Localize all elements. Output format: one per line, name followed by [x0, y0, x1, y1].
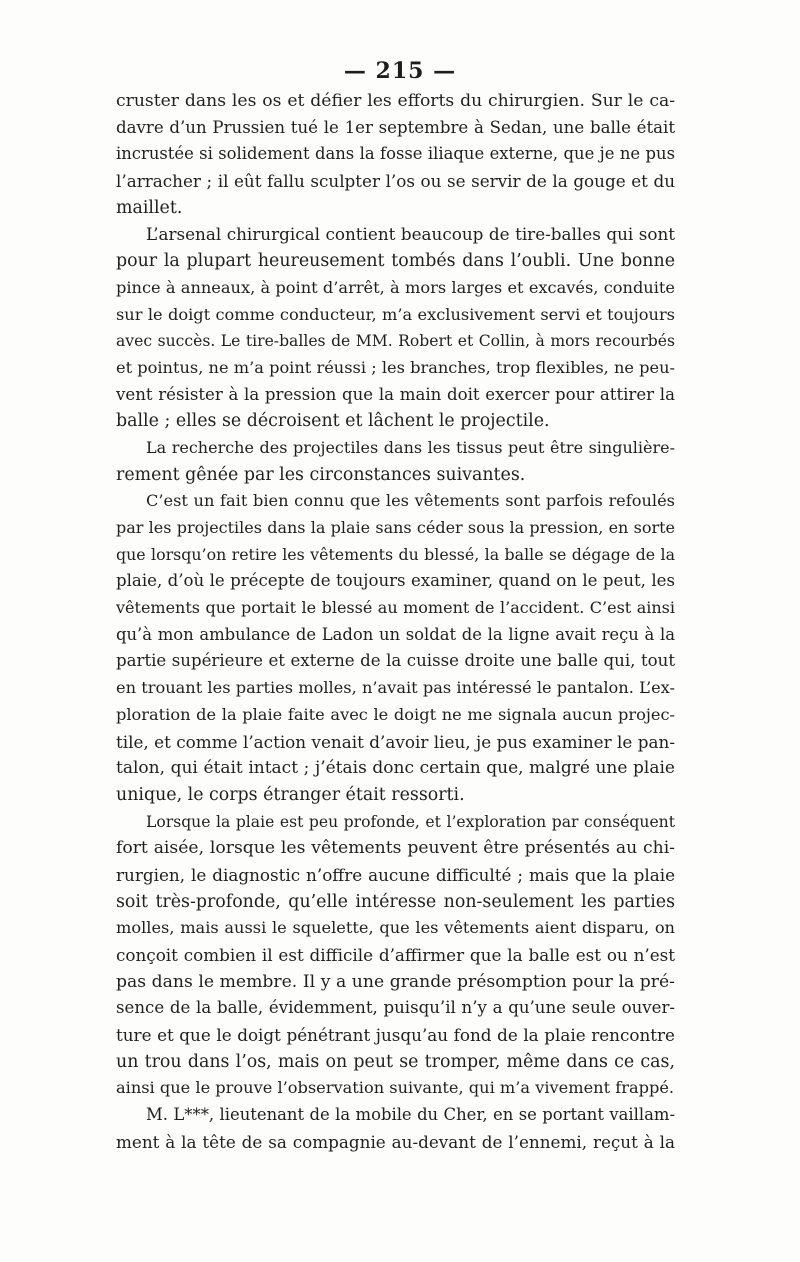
body-text	[116, 88, 675, 1156]
text-line: molles, mais aussi le squelette, que les vêtements aient disparu, on	[116, 918, 675, 938]
text-line: soit très-profonde, qu’elle intéresse non-seulement les parties	[116, 891, 675, 912]
text-line: ainsi que le prouve l’observation suivante, qui m’a vivement frappé.	[116, 1078, 675, 1098]
text-line: L’arsenal chirurgical contient beaucoup de tire-balles qui sont	[146, 224, 675, 245]
text-line: Lorsque la plaie est peu profonde, et l’exploration par conséquent	[146, 812, 675, 831]
text-line: en trouant les parties molles, n’avait pas intéressé le pantalon. L’ex-	[116, 678, 675, 698]
text-line: vêtements que portait le blessé au moment de l’accident. C’est ainsi	[116, 598, 675, 618]
text-line: pour la plupart heureusement tombés dans l’oubli. Une bonne	[116, 251, 675, 272]
text-line: unique, le corps étranger était ressorti.	[116, 784, 465, 805]
text-line: que lorsqu’on retire les vêtements du blessé, la balle se dégage de la	[116, 544, 675, 564]
page-number: — 215 —	[343, 58, 457, 84]
text-line: conçoit combien il est difficile d’affirmer que la balle est ou n’est	[116, 945, 675, 965]
text-line: avec succès. Le tire-balles de MM. Robert et Collin, à mors recourbés	[116, 332, 675, 351]
text-line: incrustée si solidement dans la fosse iliaque externe, que je ne pus	[116, 144, 675, 164]
text-line: maillet.	[116, 197, 183, 218]
text-line: ture et que le doigt pénétrant jusqu’au fond de la plaie rencontre	[116, 1025, 675, 1046]
text-line: un trou dans l’os, mais on peut se tromper, même dans ce cas,	[116, 1051, 675, 1072]
text-line: cruster dans les os et défier les efforts du chirurgien. Sur le ca-	[116, 91, 675, 111]
text-line: ploration de la plaie faite avec le doigt ne me signala aucun projec-	[116, 704, 675, 724]
text-line: La recherche des projectiles dans les tissus peut être singulière-	[146, 437, 675, 457]
text-line: balle ; elles se décroisent et lâchent le projectile.	[116, 411, 550, 432]
text-line: pince à anneaux, à point d’arrêt, à mors larges et excavés, conduite	[116, 277, 675, 297]
text-line: M. L***, lieutenant de la mobile du Cher, en se portant vaillam-	[146, 1105, 675, 1125]
text-line: ment à la tête de sa compagnie au-devant de l’ennemi, reçut à la	[116, 1131, 675, 1152]
text-line: davre d’un Prussien tué le 1er septembre à Sedan, une balle était	[116, 117, 675, 137]
text-line: vent résister à la pression que la main doit exercer pour attirer la	[116, 384, 675, 404]
text-line: pas dans le membre. Il y a une grande présomption pour la pré-	[116, 971, 675, 992]
text-line: qu’à mon ambulance de Ladon un soldat de la ligne avait reçu à la	[116, 624, 675, 644]
text-line: sur le doigt comme conducteur, m’a exclusivement servi et toujours	[116, 304, 675, 324]
text-line: sence de la balle, évidemment, puisqu’il n’y a qu’une seule ouver-	[116, 998, 675, 1018]
text-line: plaie, d’où le précepte de toujours examiner, quand on le peut, les	[116, 571, 675, 591]
text-line: par les projectiles dans la plaie sans céder sous la pression, en sorte	[116, 518, 675, 537]
text-line: rurgien, le diagnostic n’offre aucune difficulté ; mais que la plaie	[116, 864, 675, 885]
text-line: talon, qui était intact ; j’étais donc certain que, malgré une plaie	[116, 758, 675, 779]
text-line: partie supérieure et externe de la cuisse droite une balle qui, tout	[116, 651, 675, 671]
text-line: rement gênée par les circonstances suivantes.	[116, 464, 526, 485]
text-line: C’est un fait bien connu que les vêtements sont parfois refoulés	[146, 491, 675, 511]
text-line: et pointus, ne m’a point réussi ; les branches, trop flexibles, ne peu-	[116, 357, 675, 377]
text-line: tile, et comme l’action venait d’avoir lieu, je pus examiner le pan-	[116, 731, 675, 752]
text-line: l’arracher ; il eût fallu sculpter l’os ou se servir de la gouge et du	[116, 171, 675, 192]
text-line: fort aisée, lorsque les vêtements peuvent être présentés au chi-	[116, 838, 675, 859]
